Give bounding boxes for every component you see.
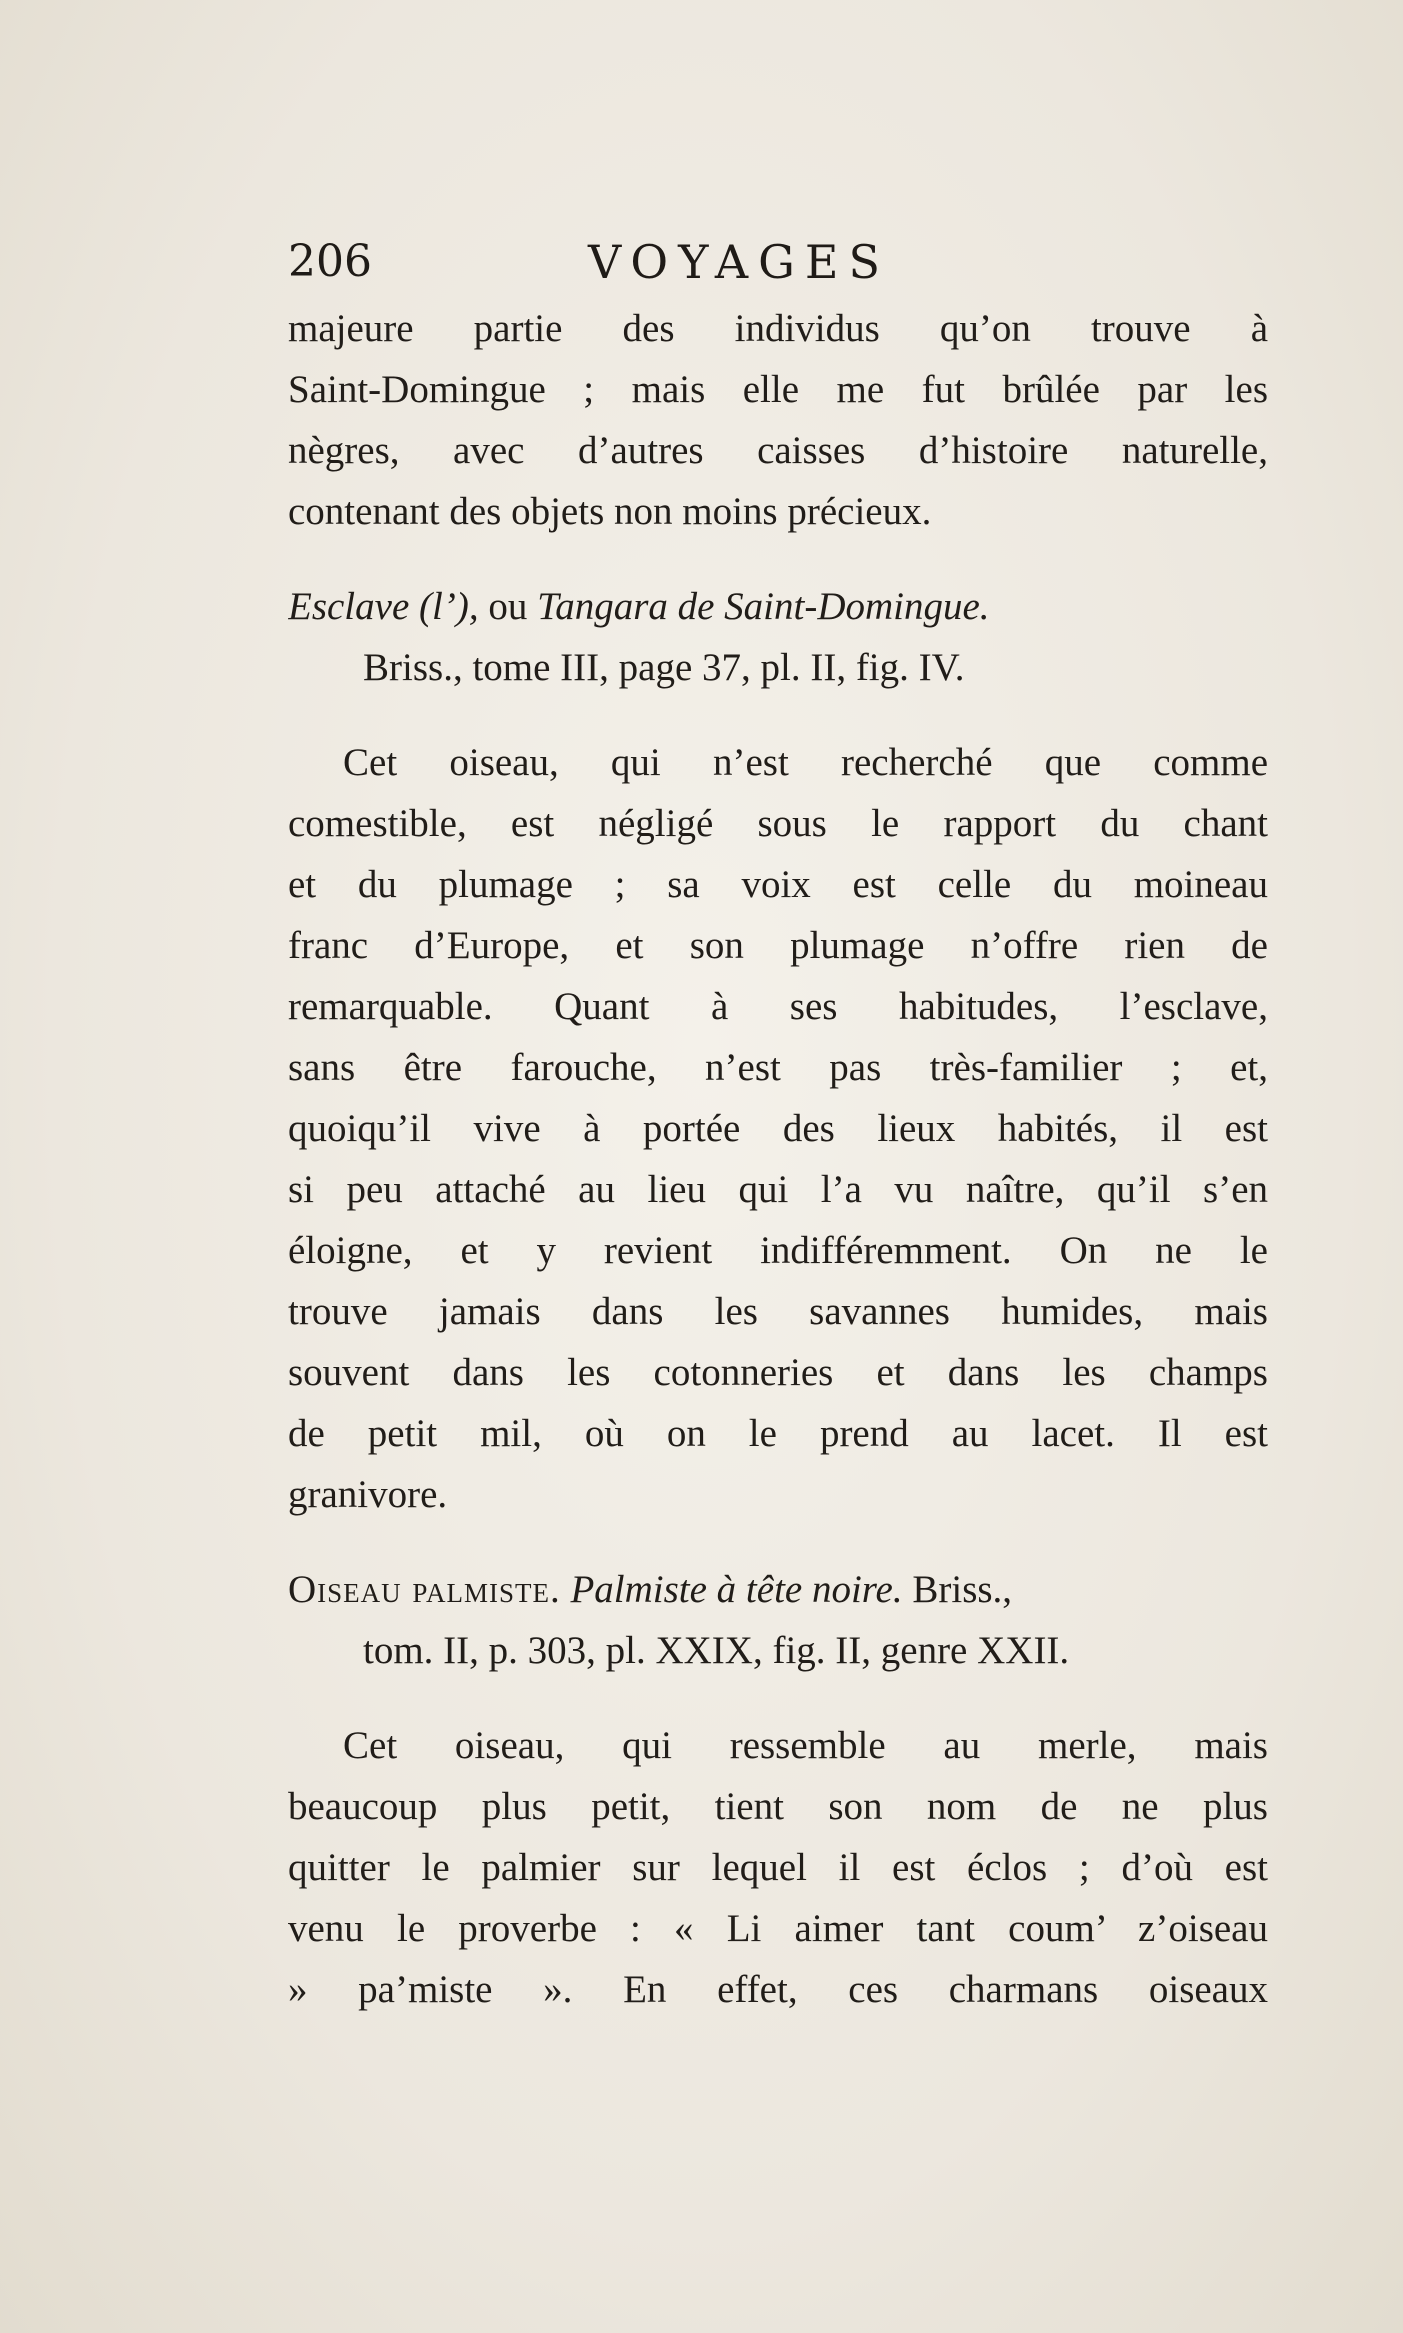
- species-name: Oiseau palmiste.: [288, 1568, 561, 1611]
- text-line: Cet oiseau, qui n’est recherché que comme: [343, 741, 1268, 784]
- species-heading: [288, 576, 1268, 637]
- page-text: [288, 298, 1268, 2020]
- text-line: » pa’miste ». En effet, ces charmans oiseaux: [288, 1968, 1268, 2011]
- species-alt-name: Tangara de Saint-Domingue.: [537, 585, 990, 628]
- text-line: Saint-Domingue ; mais elle me fut brûlée par les: [288, 368, 1268, 411]
- paragraph-palmiste: [288, 1715, 1268, 2020]
- text-line: Cet oiseau, qui ressemble au merle, mais: [343, 1724, 1268, 1767]
- paragraph-esclave: [288, 732, 1268, 1525]
- spacer: [288, 1681, 1268, 1715]
- text-line: remarquable. Quant à ses habitudes, l’esclave,: [288, 985, 1268, 1028]
- species-entry-palmiste: [288, 1559, 1268, 1681]
- text-line: majeure partie des individus qu’on trouve à: [288, 307, 1268, 350]
- text-line: granivore.: [288, 1473, 448, 1516]
- text-line: sans être farouche, n’est pas très-familier ; et,: [288, 1046, 1268, 1089]
- text-line: et du plumage ; sa voix est celle du moineau: [288, 863, 1268, 906]
- text-line: de petit mil, où on le prend au lacet. Il est: [288, 1412, 1268, 1455]
- species-reference: Briss., tome III, page 37, pl. II, fig. IV.: [363, 646, 965, 689]
- text-line: trouve jamais dans les savannes humides, mais: [288, 1290, 1268, 1333]
- text-line: beaucoup plus petit, tient son nom de ne plus: [288, 1785, 1268, 1828]
- species-reference: tom. II, p. 303, pl. XXIX, fig. II, genre XXII.: [363, 1629, 1070, 1672]
- text-line: nègres, avec d’autres caisses d’histoire naturelle,: [288, 429, 1268, 472]
- species-entry-esclave: [288, 576, 1268, 698]
- text-line: éloigne, et y revient indifféremment. On ne le: [288, 1229, 1268, 1272]
- page-number: 206: [288, 236, 372, 287]
- species-reference-start: Briss.,: [912, 1568, 1013, 1611]
- page-header: [288, 232, 1268, 292]
- text-line: comestible, est négligé sous le rapport du chant: [288, 802, 1268, 845]
- species-connector: ou: [478, 585, 538, 628]
- spacer: [288, 1525, 1268, 1559]
- text-line: venu le proverbe : « Li aimer tant coum’ z’oiseau: [288, 1907, 1268, 1950]
- text-line: franc d’Europe, et son plumage n’offre rien de: [288, 924, 1268, 967]
- spacer: [288, 542, 1268, 576]
- text-line: souvent dans les cotonneries et dans les champs: [288, 1351, 1268, 1394]
- species-heading: [288, 1559, 1268, 1620]
- text-line: contenant des objets non moins précieux.: [288, 490, 932, 533]
- text-line: quoiqu’il vive à portée des lieux habités, il est: [288, 1107, 1268, 1150]
- text-line: quitter le palmier sur lequel il est éclos ; d’où est: [288, 1846, 1268, 1889]
- running-title: VOYAGES: [588, 235, 890, 289]
- species-alt-name: Palmiste à tête noire.: [570, 1568, 903, 1611]
- species-name: Esclave (l’),: [288, 585, 479, 628]
- text-line: si peu attaché au lieu qui l’a vu naître, qu’il s’en: [288, 1168, 1268, 1211]
- spacer: [288, 698, 1268, 732]
- paragraph-continuation: [288, 298, 1268, 542]
